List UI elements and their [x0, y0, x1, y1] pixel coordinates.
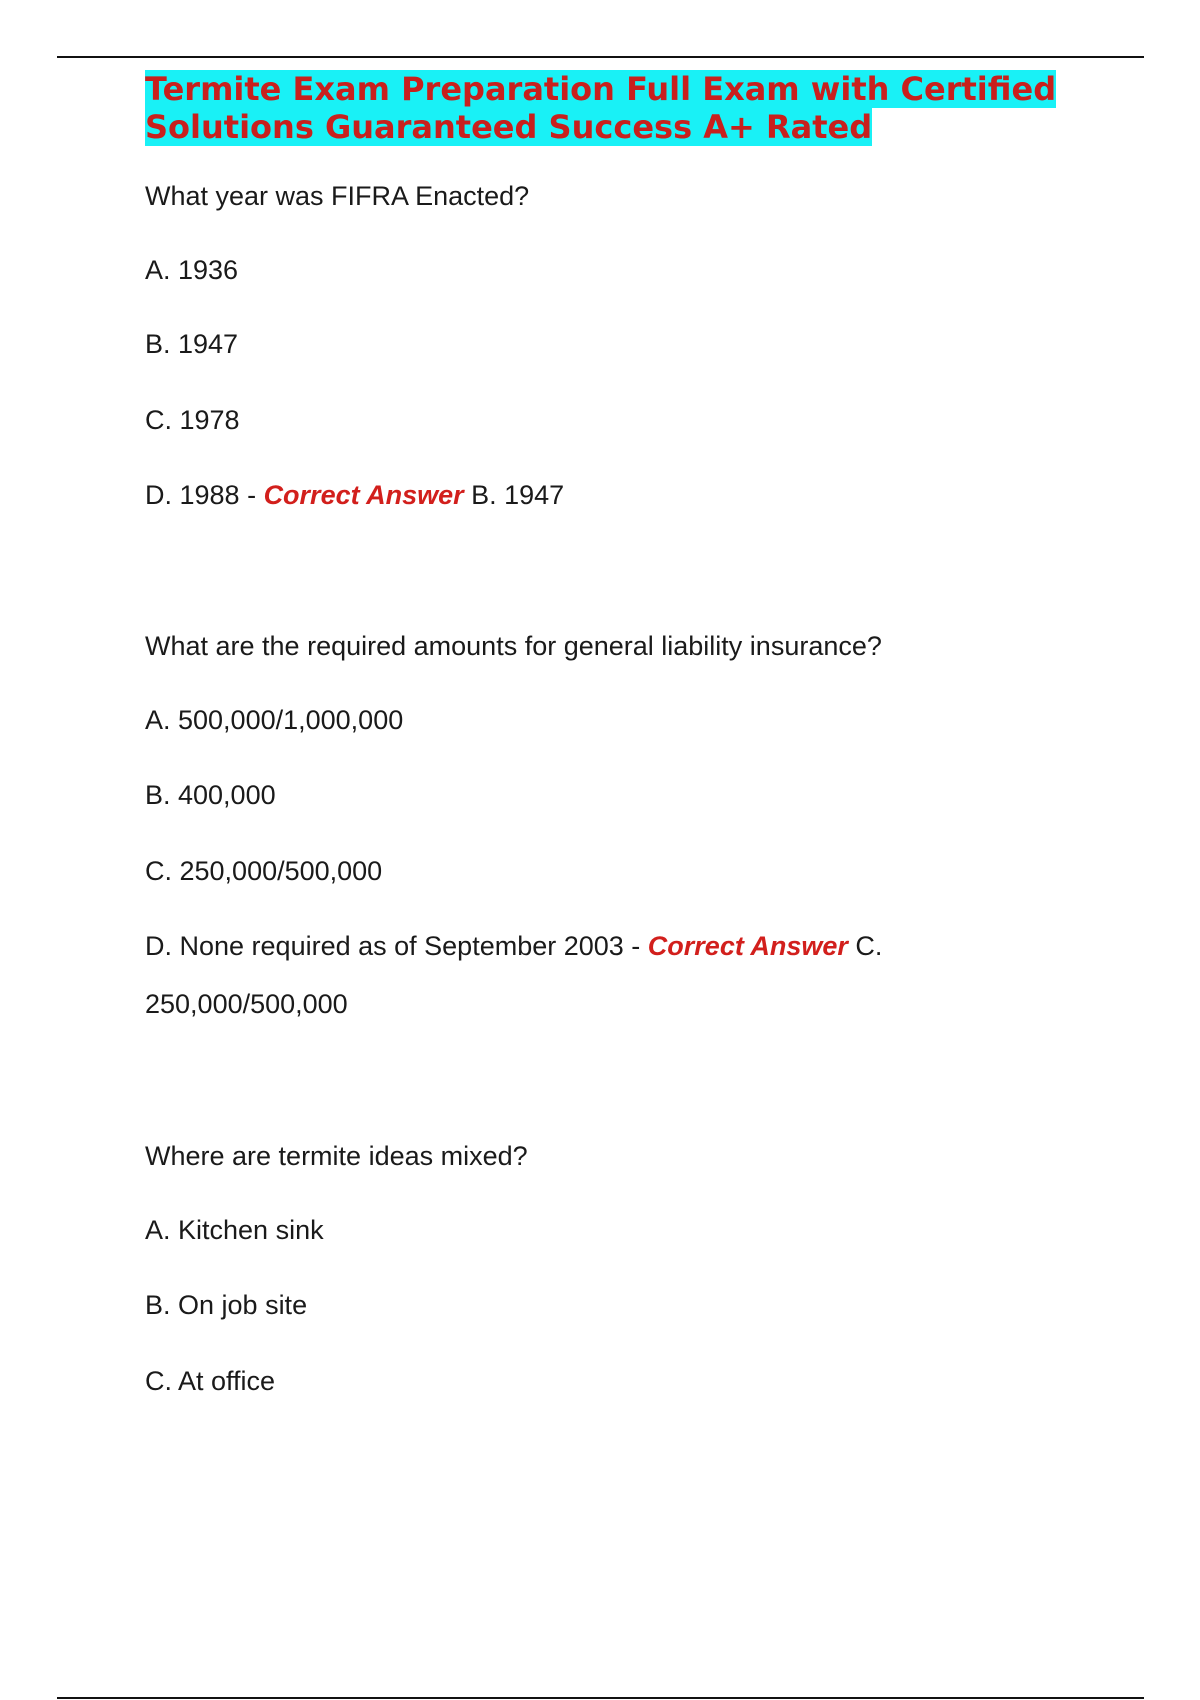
question-1-option-d-with-answer: [145, 479, 564, 511]
top-rule: [57, 56, 1144, 58]
question-1-prompt: What year was FIFRA Enacted?: [145, 181, 530, 211]
correct-answer-label: Correct Answer: [647, 931, 848, 961]
question-2-answer: C.: [847, 931, 883, 961]
document-title: Termite Exam Preparation Full Exam with Certified Solutions Guaranteed Success A+ Rated: [145, 70, 1057, 146]
question-1-option-b: B. 1947: [145, 329, 239, 359]
bottom-rule: [57, 1697, 1144, 1699]
question-1-answer: B. 1947: [463, 480, 565, 510]
question-1-option-d: D. 1988 -: [145, 480, 264, 510]
question-3-prompt: Where are termite ideas mixed?: [145, 1141, 528, 1171]
question-2-option-d-with-answer: [145, 930, 882, 962]
question-1-option-c: C. 1978: [145, 405, 240, 435]
question-2-option-d: D. None required as of September 2003 -: [145, 931, 648, 961]
document-body: [145, 70, 1105, 1396]
question-2-option-c: C. 250,000/500,000: [145, 856, 383, 886]
question-2-prompt: What are the required amounts for general liability insurance?: [145, 631, 882, 661]
question-2-answer-continued: 250,000/500,000: [145, 989, 348, 1019]
question-1-option-a: A. 1936: [145, 255, 239, 285]
correct-answer-label: Correct Answer: [263, 480, 464, 510]
question-3-option-c: C. At office: [145, 1366, 276, 1396]
question-2-option-a: A. 500,000/1,000,000: [145, 705, 404, 735]
question-2-option-b: B. 400,000: [145, 780, 276, 810]
question-3-option-a: A. Kitchen sink: [145, 1215, 324, 1245]
question-3-option-b: B. On job site: [145, 1290, 308, 1320]
